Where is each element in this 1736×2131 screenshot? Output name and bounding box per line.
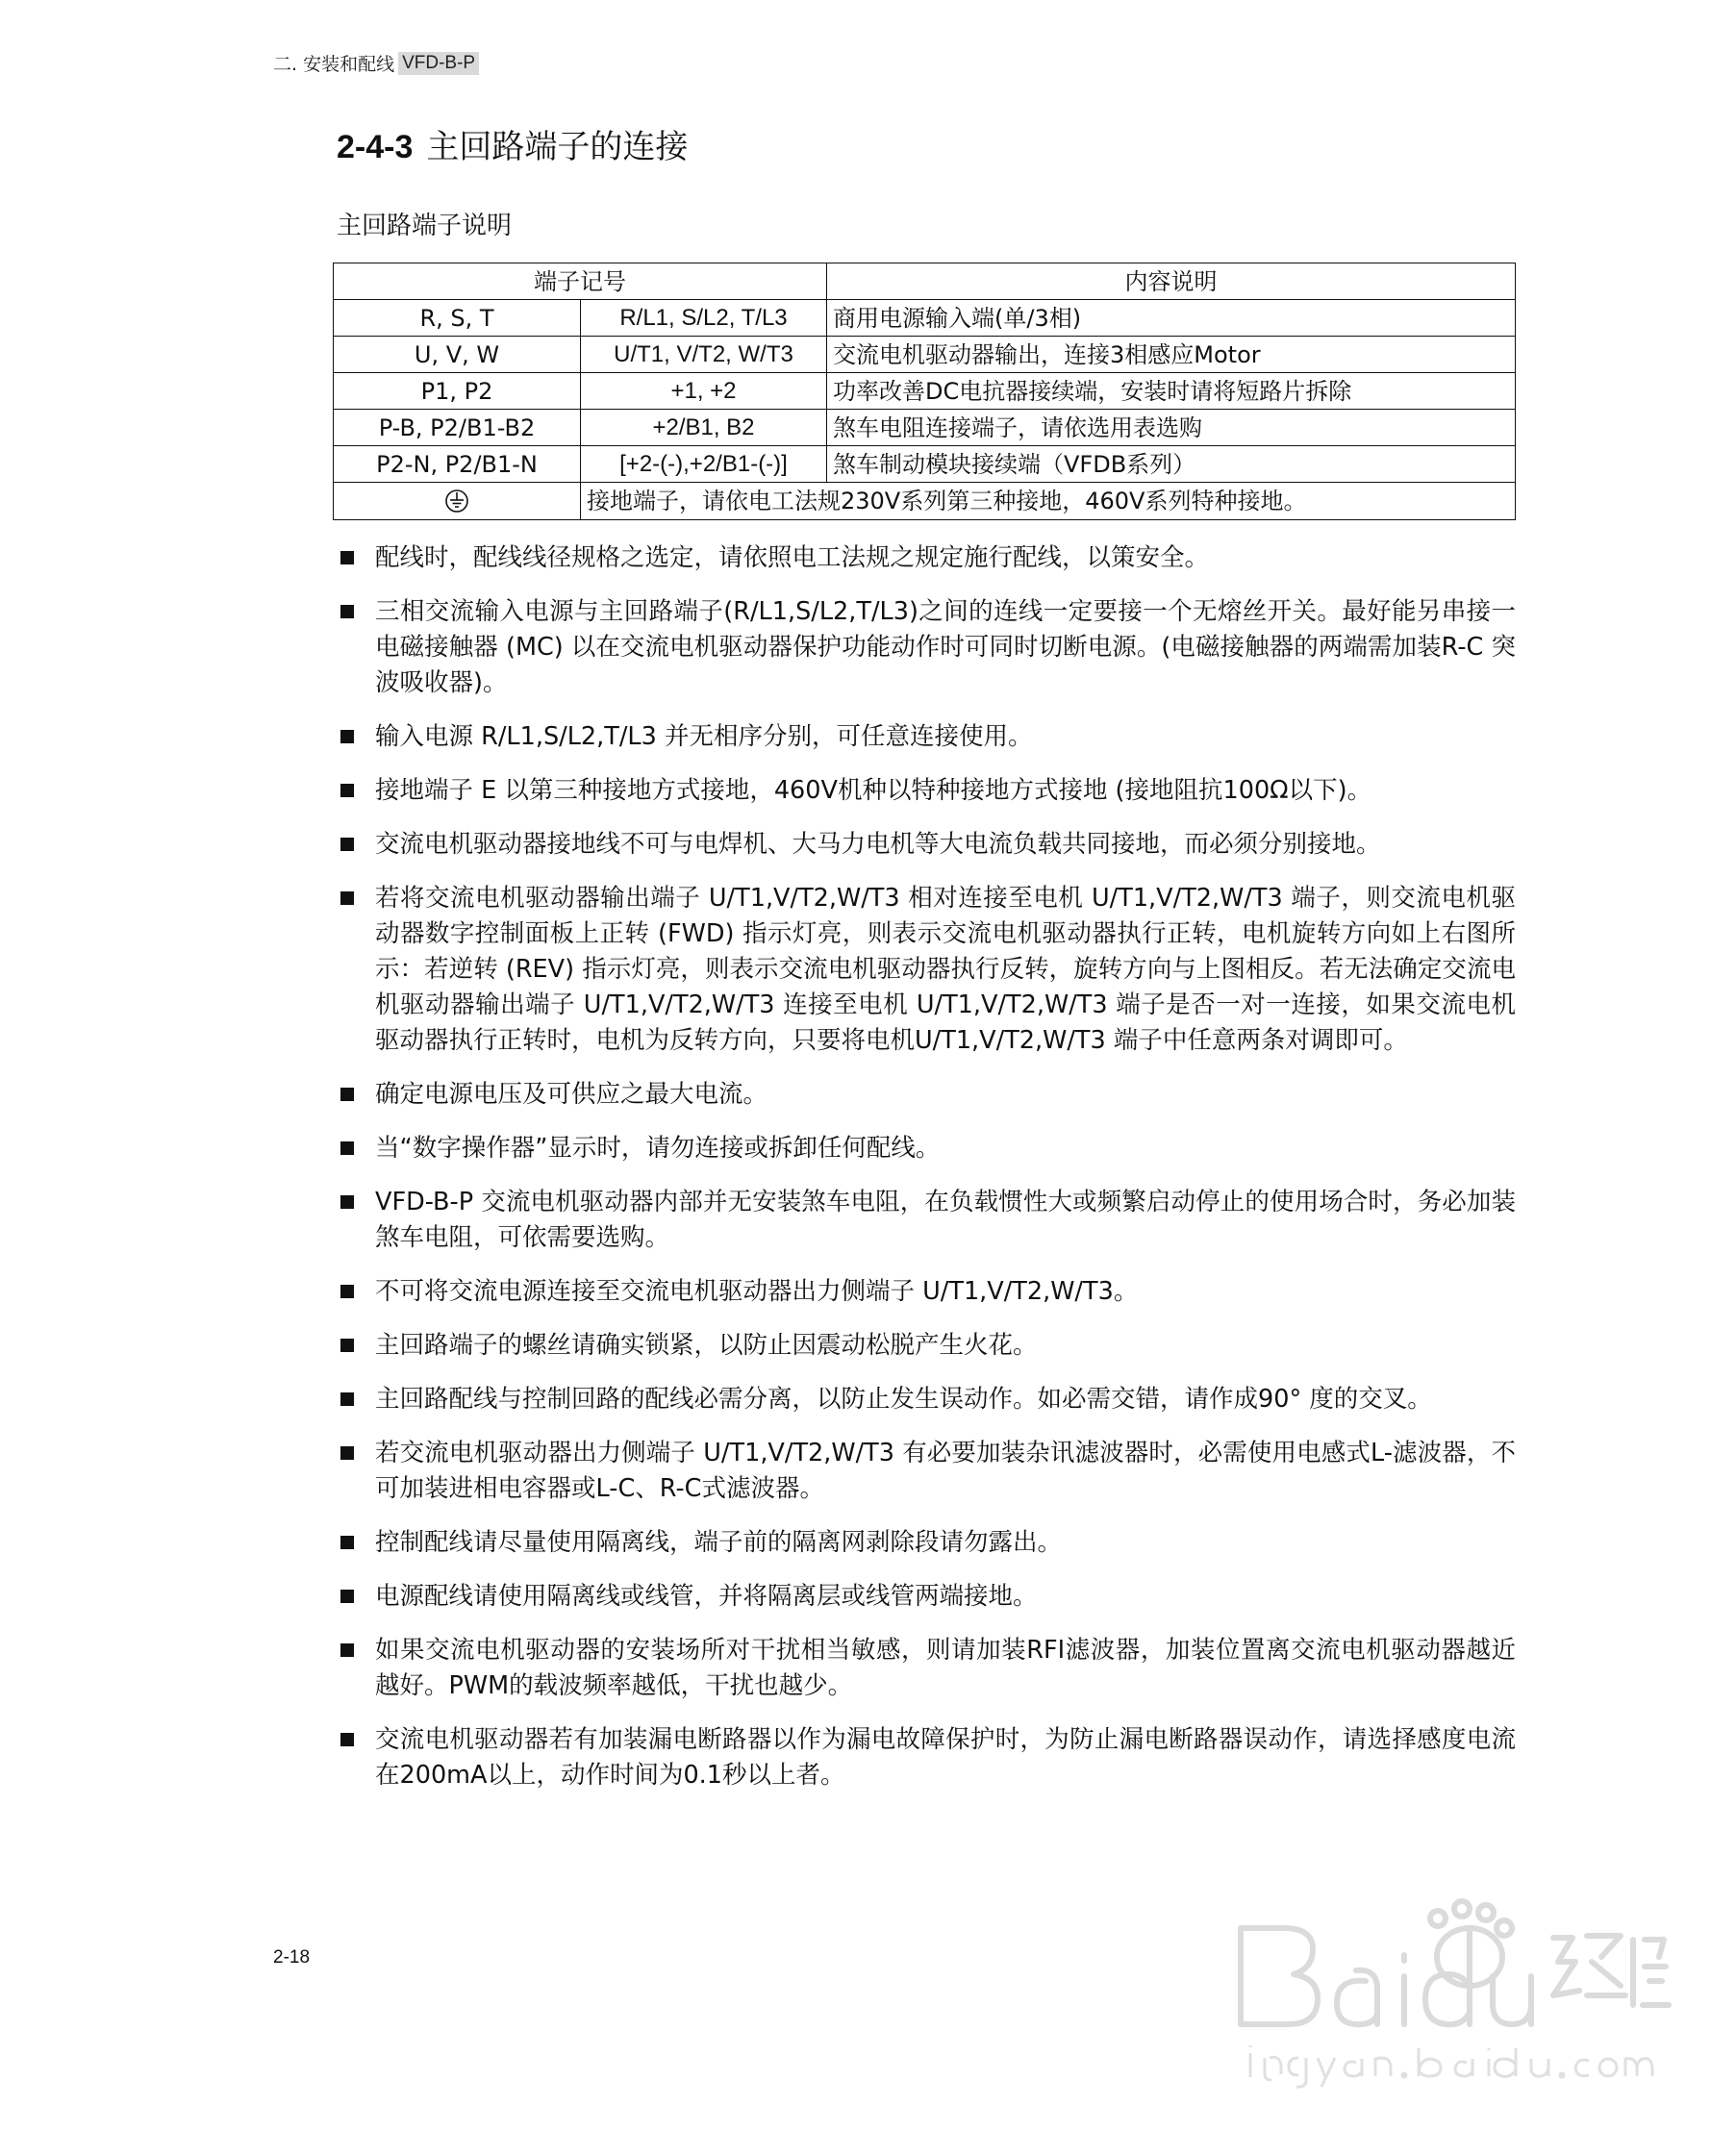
- bullet-square-icon: [340, 551, 354, 564]
- list-item: [337, 1274, 1516, 1310]
- note-text: 三相交流输入电源与主回路端子(R/L1,S/L2,T/L3)之间的连线一定要接一个无熔丝开关。最好能另串接一电磁接触器 (MC) 以在交流电机驱动器保护功能动作时可同时切断电源。(电磁接触器的两端需加装R-C 突波吸收器)。: [375, 597, 1516, 697]
- list-item: [337, 1077, 1516, 1113]
- table-row: [334, 373, 1516, 410]
- table-row-ground: [334, 483, 1516, 520]
- table-header-description: 内容说明: [827, 263, 1516, 300]
- list-item: [337, 1525, 1516, 1561]
- note-text: 配线时，配线线径规格之选定，请依照电工法规之规定施行配线，以策安全。: [375, 543, 1210, 572]
- model-label: VFD-B-P: [398, 52, 479, 75]
- ground-icon: [444, 489, 469, 514]
- running-header: [273, 50, 479, 76]
- note-text: VFD-B-P 交流电机驱动器内部并无安装煞车电阻，在负载惯性大或频繁启动停止的使用场合时，务必加装煞车电阻，可依需要选购。: [375, 1188, 1516, 1252]
- table-row: [334, 410, 1516, 446]
- note-text: 电源配线请使用隔离线或线管，并将隔离层或线管两端接地。: [375, 1582, 1038, 1611]
- list-item: [337, 1185, 1516, 1256]
- table-header-symbol: 端子记号: [334, 263, 827, 300]
- bullet-square-icon: [340, 1536, 354, 1549]
- terminal-description: 煞车制动模块接续端（VFDB系列）: [827, 446, 1516, 483]
- note-text: 输入电源 R/L1,S/L2,T/L3 并无相序分别，可任意连接使用。: [375, 722, 1033, 751]
- bullet-square-icon: [340, 1733, 354, 1746]
- bullet-square-icon: [340, 1446, 354, 1460]
- note-text: 若交流电机驱动器出力侧端子 U/T1,V/T2,W/T3 有必要加装杂讯滤波器时，必需使用电感式L-滤波器，不可加装进相电容器或L-C、R-C式滤波器。: [375, 1439, 1516, 1503]
- list-item: [337, 881, 1516, 1059]
- table-row: [334, 337, 1516, 373]
- bullet-square-icon: [340, 1392, 354, 1406]
- terminal-symbol: P2-N, P2/B1-N: [334, 446, 581, 483]
- bullet-square-icon: [340, 891, 354, 905]
- list-item: [337, 594, 1516, 701]
- list-item: [337, 773, 1516, 809]
- bullet-square-icon: [340, 1141, 354, 1155]
- note-text: 当“数字操作器”显示时，请勿连接或拆卸任何配线。: [375, 1134, 941, 1163]
- terminal-symbol: U, V, W: [334, 337, 581, 373]
- terminal-description: 煞车电阻连接端子，请依选用表选购: [827, 410, 1516, 446]
- bullet-square-icon: [340, 605, 354, 618]
- table-row: [334, 300, 1516, 337]
- subheading: 主回路端子说明: [337, 212, 513, 240]
- list-item: [337, 1722, 1516, 1793]
- chapter-label: 二. 安装和配线: [273, 54, 395, 75]
- note-text: 主回路配线与控制回路的配线必需分离，以防止发生误动作。如必需交错，请作成90° 度的交叉。: [375, 1385, 1432, 1414]
- note-text: 交流电机驱动器若有加装漏电断路器以作为漏电故障保护时，为防止漏电断路器误动作，请选择感度电流在200mA以上，动作时间为0.1秒以上者。: [375, 1725, 1516, 1790]
- terminal-alt-symbol: [+2-(-),+2/B1-(-)]: [581, 446, 827, 483]
- bullet-square-icon: [340, 730, 354, 743]
- list-item: [337, 1131, 1516, 1166]
- bullet-square-icon: [340, 1643, 354, 1657]
- list-item: [337, 1436, 1516, 1507]
- baidu-jingyan-watermark-logo: [1221, 1890, 1673, 2092]
- section-title: [337, 120, 688, 167]
- terminal-description: 商用电源输入端(单/3相): [827, 300, 1516, 337]
- note-text: 接地端子 E 以第三种接地方式接地，460V机种以特种接地方式接地 (接地阻抗100Ω以下)。: [375, 776, 1372, 805]
- ground-description: 接地端子，请依电工法规230V系列第三种接地，460V系列特种接地。: [581, 483, 1516, 520]
- note-text: 若将交流电机驱动器输出端子 U/T1,V/T2,W/T3 相对连接至电机 U/T1,V/T2,W/T3 端子，则交流电机驱动器数字控制面板上正转 (FWD) 指示灯亮，则表示交流电机驱动器执行正转，电机旋转方向如上右图所示：若逆转 (REV) 指示灯亮，则表示交流电机驱动器执行反转，旋转方向与上图相反。若无法确定交流电机驱动器输出端子 U/T1,V/T2,W/T3 连接至电机 U/T1,V/T2,W/T3 端子是否一对一连接，如果交流电机驱动器执行正转时，电机为反转方向，只要将电机U/T1,V/T2,W/T3 端子中任意两条对调即可。: [375, 884, 1516, 1055]
- list-item: [337, 1633, 1516, 1704]
- terminal-description: 功率改善DC电抗器接续端，安装时请将短路片拆除: [827, 373, 1516, 410]
- terminal-symbol: R, S, T: [334, 300, 581, 337]
- list-item: [337, 719, 1516, 755]
- note-text: 不可将交流电源连接至交流电机驱动器出力侧端子 U/T1,V/T2,W/T3。: [375, 1277, 1139, 1306]
- list-item: [337, 1579, 1516, 1615]
- section-title-text: 主回路端子的连接: [426, 128, 689, 166]
- notes-list: [337, 540, 1516, 1812]
- bullet-square-icon: [340, 1590, 354, 1603]
- terminal-symbol: P1, P2: [334, 373, 581, 410]
- list-item: [337, 540, 1516, 576]
- note-text: 确定电源电压及可供应之最大电流。: [375, 1080, 768, 1109]
- terminal-alt-symbol: +1, +2: [581, 373, 827, 410]
- list-item: [337, 1382, 1516, 1417]
- terminal-table: [333, 263, 1516, 520]
- note-text: 主回路端子的螺丝请确实锁紧，以防止因震动松脱产生火花。: [375, 1331, 1038, 1360]
- section-number: 2-4-3: [337, 129, 414, 165]
- note-text: 交流电机驱动器接地线不可与电焊机、大马力电机等大电流负载共同接地，而必须分别接地。: [375, 830, 1381, 859]
- table-header-row: [334, 263, 1516, 300]
- terminal-alt-symbol: +2/B1, B2: [581, 410, 827, 446]
- bullet-square-icon: [340, 838, 354, 851]
- bullet-square-icon: [340, 1285, 354, 1298]
- terminal-alt-symbol: U/T1, V/T2, W/T3: [581, 337, 827, 373]
- list-item: [337, 827, 1516, 863]
- note-text: 控制配线请尽量使用隔离线，端子前的隔离网剥除段请勿露出。: [375, 1528, 1063, 1557]
- terminal-symbol: P-B, P2/B1-B2: [334, 410, 581, 446]
- bullet-square-icon: [340, 784, 354, 797]
- bullet-square-icon: [340, 1195, 354, 1209]
- terminal-alt-symbol: R/L1, S/L2, T/L3: [581, 300, 827, 337]
- ground-symbol-cell: [334, 483, 581, 520]
- list-item: [337, 1328, 1516, 1364]
- page-number: 2-18: [273, 1947, 311, 1968]
- bullet-square-icon: [340, 1088, 354, 1101]
- bullet-square-icon: [340, 1339, 354, 1352]
- table-row: [334, 446, 1516, 483]
- terminal-description: 交流电机驱动器输出，连接3相感应Motor: [827, 337, 1516, 373]
- note-text: 如果交流电机驱动器的安装场所对干扰相当敏感，则请加装RFI滤波器，加装位置离交流电机驱动器越近越好。PWM的载波频率越低，干扰也越少。: [375, 1636, 1516, 1700]
